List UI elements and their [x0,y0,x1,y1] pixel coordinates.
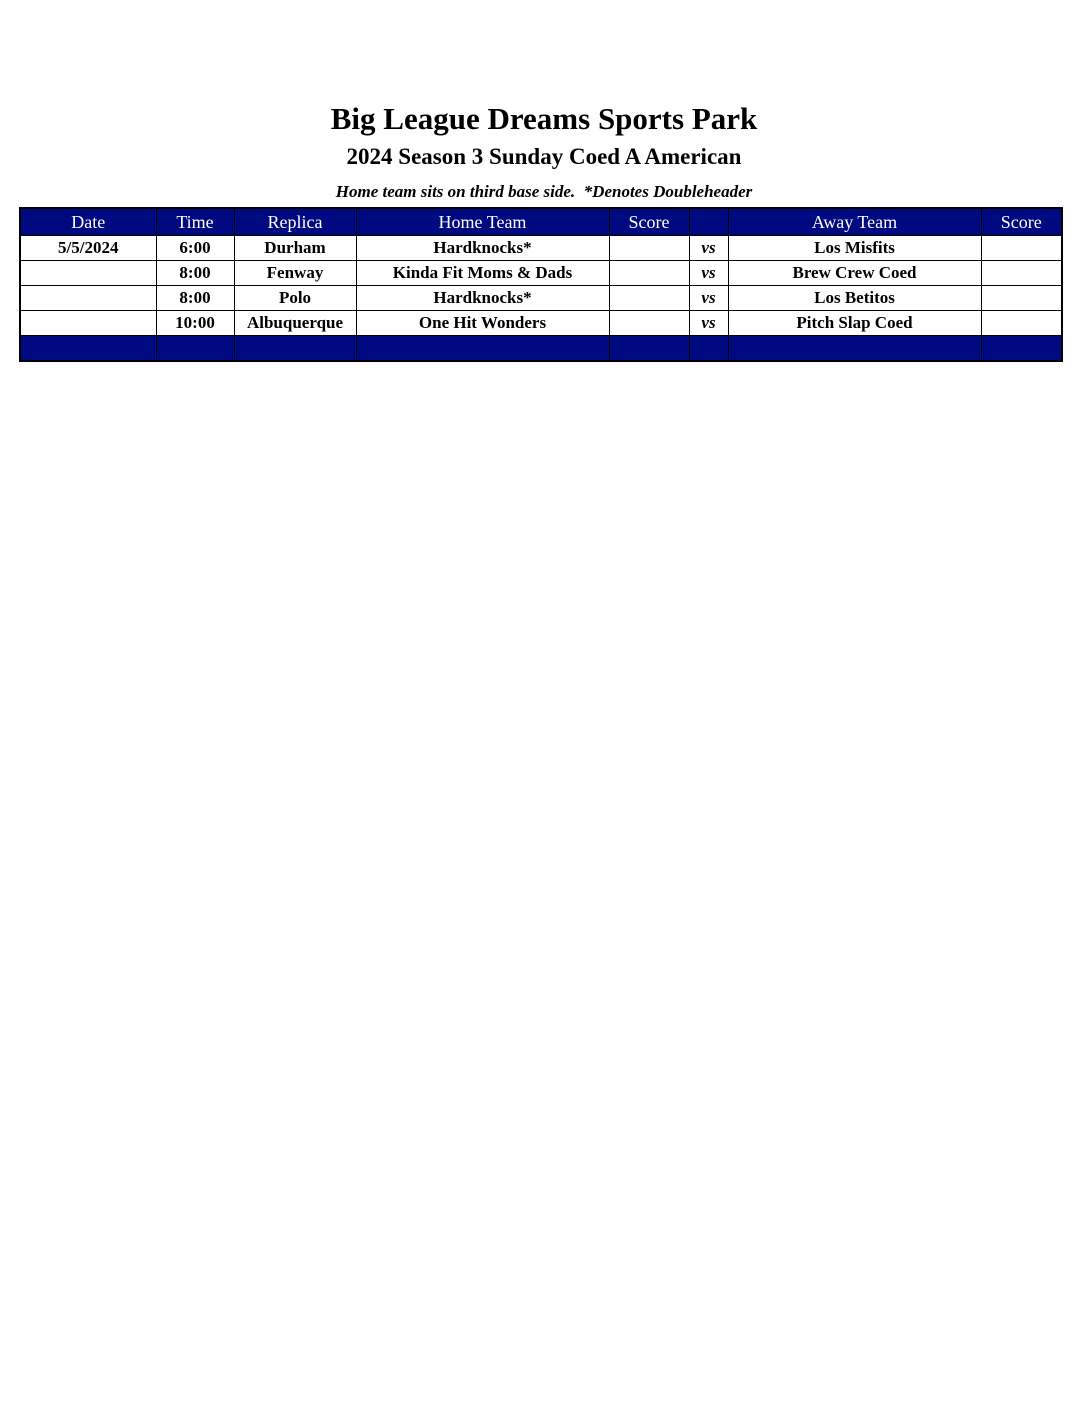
cell-away-score [981,311,1062,336]
cell-home-score [609,311,689,336]
cell-vs: vs [689,286,728,311]
column-header-away-team: Away Team [728,208,981,236]
column-header-time: Time [156,208,234,236]
cell-away-score [981,261,1062,286]
column-header-home-score: Score [609,208,689,236]
page-subtitle: 2024 Season 3 Sunday Coed A American [346,144,742,169]
cell-away-team: Los Betitos [728,286,981,311]
cell-home-score [609,286,689,311]
cell-away-team: Los Misfits [728,236,981,261]
footer-cell [728,336,981,362]
column-header-away-score: Score [981,208,1062,236]
cell-time: 8:00 [156,286,234,311]
cell-time: 8:00 [156,261,234,286]
cell-date [20,261,156,286]
footer-cell [356,336,609,362]
table-row [20,286,1062,311]
column-header-vs [689,208,728,236]
cell-away-score [981,286,1062,311]
cell-replica: Albuquerque [234,311,356,336]
cell-vs: vs [689,261,728,286]
cell-date: 5/5/2024 [20,236,156,261]
cell-home-team: Kinda Fit Moms & Dads [356,261,609,286]
column-header-replica: Replica [234,208,356,236]
schedule-table [19,207,1063,362]
table-row [20,261,1062,286]
cell-away-team: Pitch Slap Coed [728,311,981,336]
doubleheader-note: Home team sits on third base side. *Denotes Doubleheader [335,182,753,201]
table-row [20,236,1062,261]
cell-home-team: Hardknocks* [356,236,609,261]
cell-away-team: Brew Crew Coed [728,261,981,286]
cell-away-score [981,236,1062,261]
column-header-home-team: Home Team [356,208,609,236]
footer-cell [609,336,689,362]
column-header-date: Date [20,208,156,236]
header-row [20,208,1062,236]
cell-date [20,286,156,311]
footer-cell [981,336,1062,362]
footer-cell [689,336,728,362]
cell-home-team: One Hit Wonders [356,311,609,336]
cell-home-score [609,236,689,261]
cell-home-team: Hardknocks* [356,286,609,311]
table-row [20,311,1062,336]
cell-vs: vs [689,236,728,261]
footer-cell [156,336,234,362]
cell-vs: vs [689,311,728,336]
cell-home-score [609,261,689,286]
cell-replica: Polo [234,286,356,311]
page-title: Big League Dreams Sports Park [330,101,758,136]
cell-replica: Durham [234,236,356,261]
cell-date [20,311,156,336]
footer-cell [234,336,356,362]
cell-replica: Fenway [234,261,356,286]
footer-cell [20,336,156,362]
cell-time: 6:00 [156,236,234,261]
table-footer-band [20,336,1062,362]
cell-time: 10:00 [156,311,234,336]
